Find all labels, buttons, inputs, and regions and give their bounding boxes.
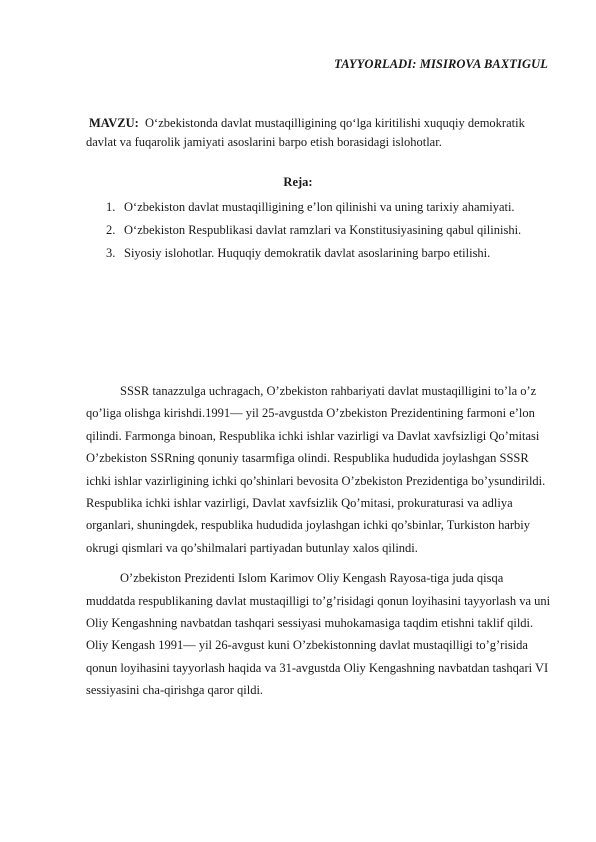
plan-item-number: 2. xyxy=(106,223,116,237)
topic-block xyxy=(86,114,556,152)
body-paragraph: O’zbekiston Prezidenti Islom Karimov Oliy Kengash Rayosa-tiga juda qisqa muddatda respublikaning davlat mustaqilligi to’g’risidagi qonun loyihasini tayyorlash va uni Oliy Kengashning navbatdan tashqari sessiyasi muhokamasiga taqdim etishni taklif qildi. Oliy Kengash 1991— yil 26-avgust kuni O’zbekistonning davlat mustaqilligi to’g’risida qonun loyihasini tayyorlash haqida va 31-avgustda Oliy Kengashning navbatdan tashqari VI sessiyasini cha-qirishga qaror qildi. xyxy=(86,571,551,698)
plan-item xyxy=(86,244,552,263)
plan-item xyxy=(86,198,552,217)
topic-text: O‘zbekistonda davlat mustaqilligining qo‘lga kiritilishi xuquqiy demokratik davlat va fuqarolik jamiyati asoslarini barpo etish borasidagi islohotlar. xyxy=(86,116,525,149)
plan-item-text: O‘zbekiston Respublikasi davlat ramzlari va Konstitusiyasining qabul qilinishi. xyxy=(124,223,522,237)
plan-item xyxy=(86,221,552,240)
body-text xyxy=(86,380,554,710)
plan-title: Reja: xyxy=(283,175,313,189)
plan-item-text: Siyosiy islohotlar. Huquqiy demokratik davlat asoslarining barpo etilishi. xyxy=(124,246,491,260)
author-line: TAYYORLADI: MISIROVA BAXTIGUL xyxy=(334,57,548,71)
body-paragraph: SSSR tanazzulga uchragach, O’zbekiston rahbariyati davlat mustaqilligini to’la o’z qo’liga olishga kirishdi.1991— yil 25-avgustda O’zbekiston Prezidentining farmoni e’lon qilindi. Farmonga binoan, Respublika ichki ishlar vazirligi va Davlat xavfsizligi Qo’mitasi O’zbekiston SSRning qonuniy tasarmfiga olindi. Respublika hududida joylashgan SSSR ichki ishlar vazirligining ichki qo’shinlari bevosita O’zbekiston Prezidentiga bo’ysundirildi. Respublika ichki ishlar vazirligi, Davlat xavfsizlik Qo’mitasi, prokuraturasi va adliya organlari, shuningdek, respublika hududida joylashgan ichki qo’sbinlar, Turkiston harbiy okrugi qismlari va qo’shilmalari partiyadan butunlay xalos qilindi. xyxy=(86,384,546,555)
topic-label: MAVZU: xyxy=(89,116,139,130)
plan-item-number: 1. xyxy=(106,200,116,214)
plan-item-number: 3. xyxy=(106,246,116,260)
plan-item-text: O‘zbekiston davlat mustaqilligining e’lon qilinishi va uning tarixiy ahamiyati. xyxy=(124,200,515,214)
plan-list xyxy=(86,198,552,267)
